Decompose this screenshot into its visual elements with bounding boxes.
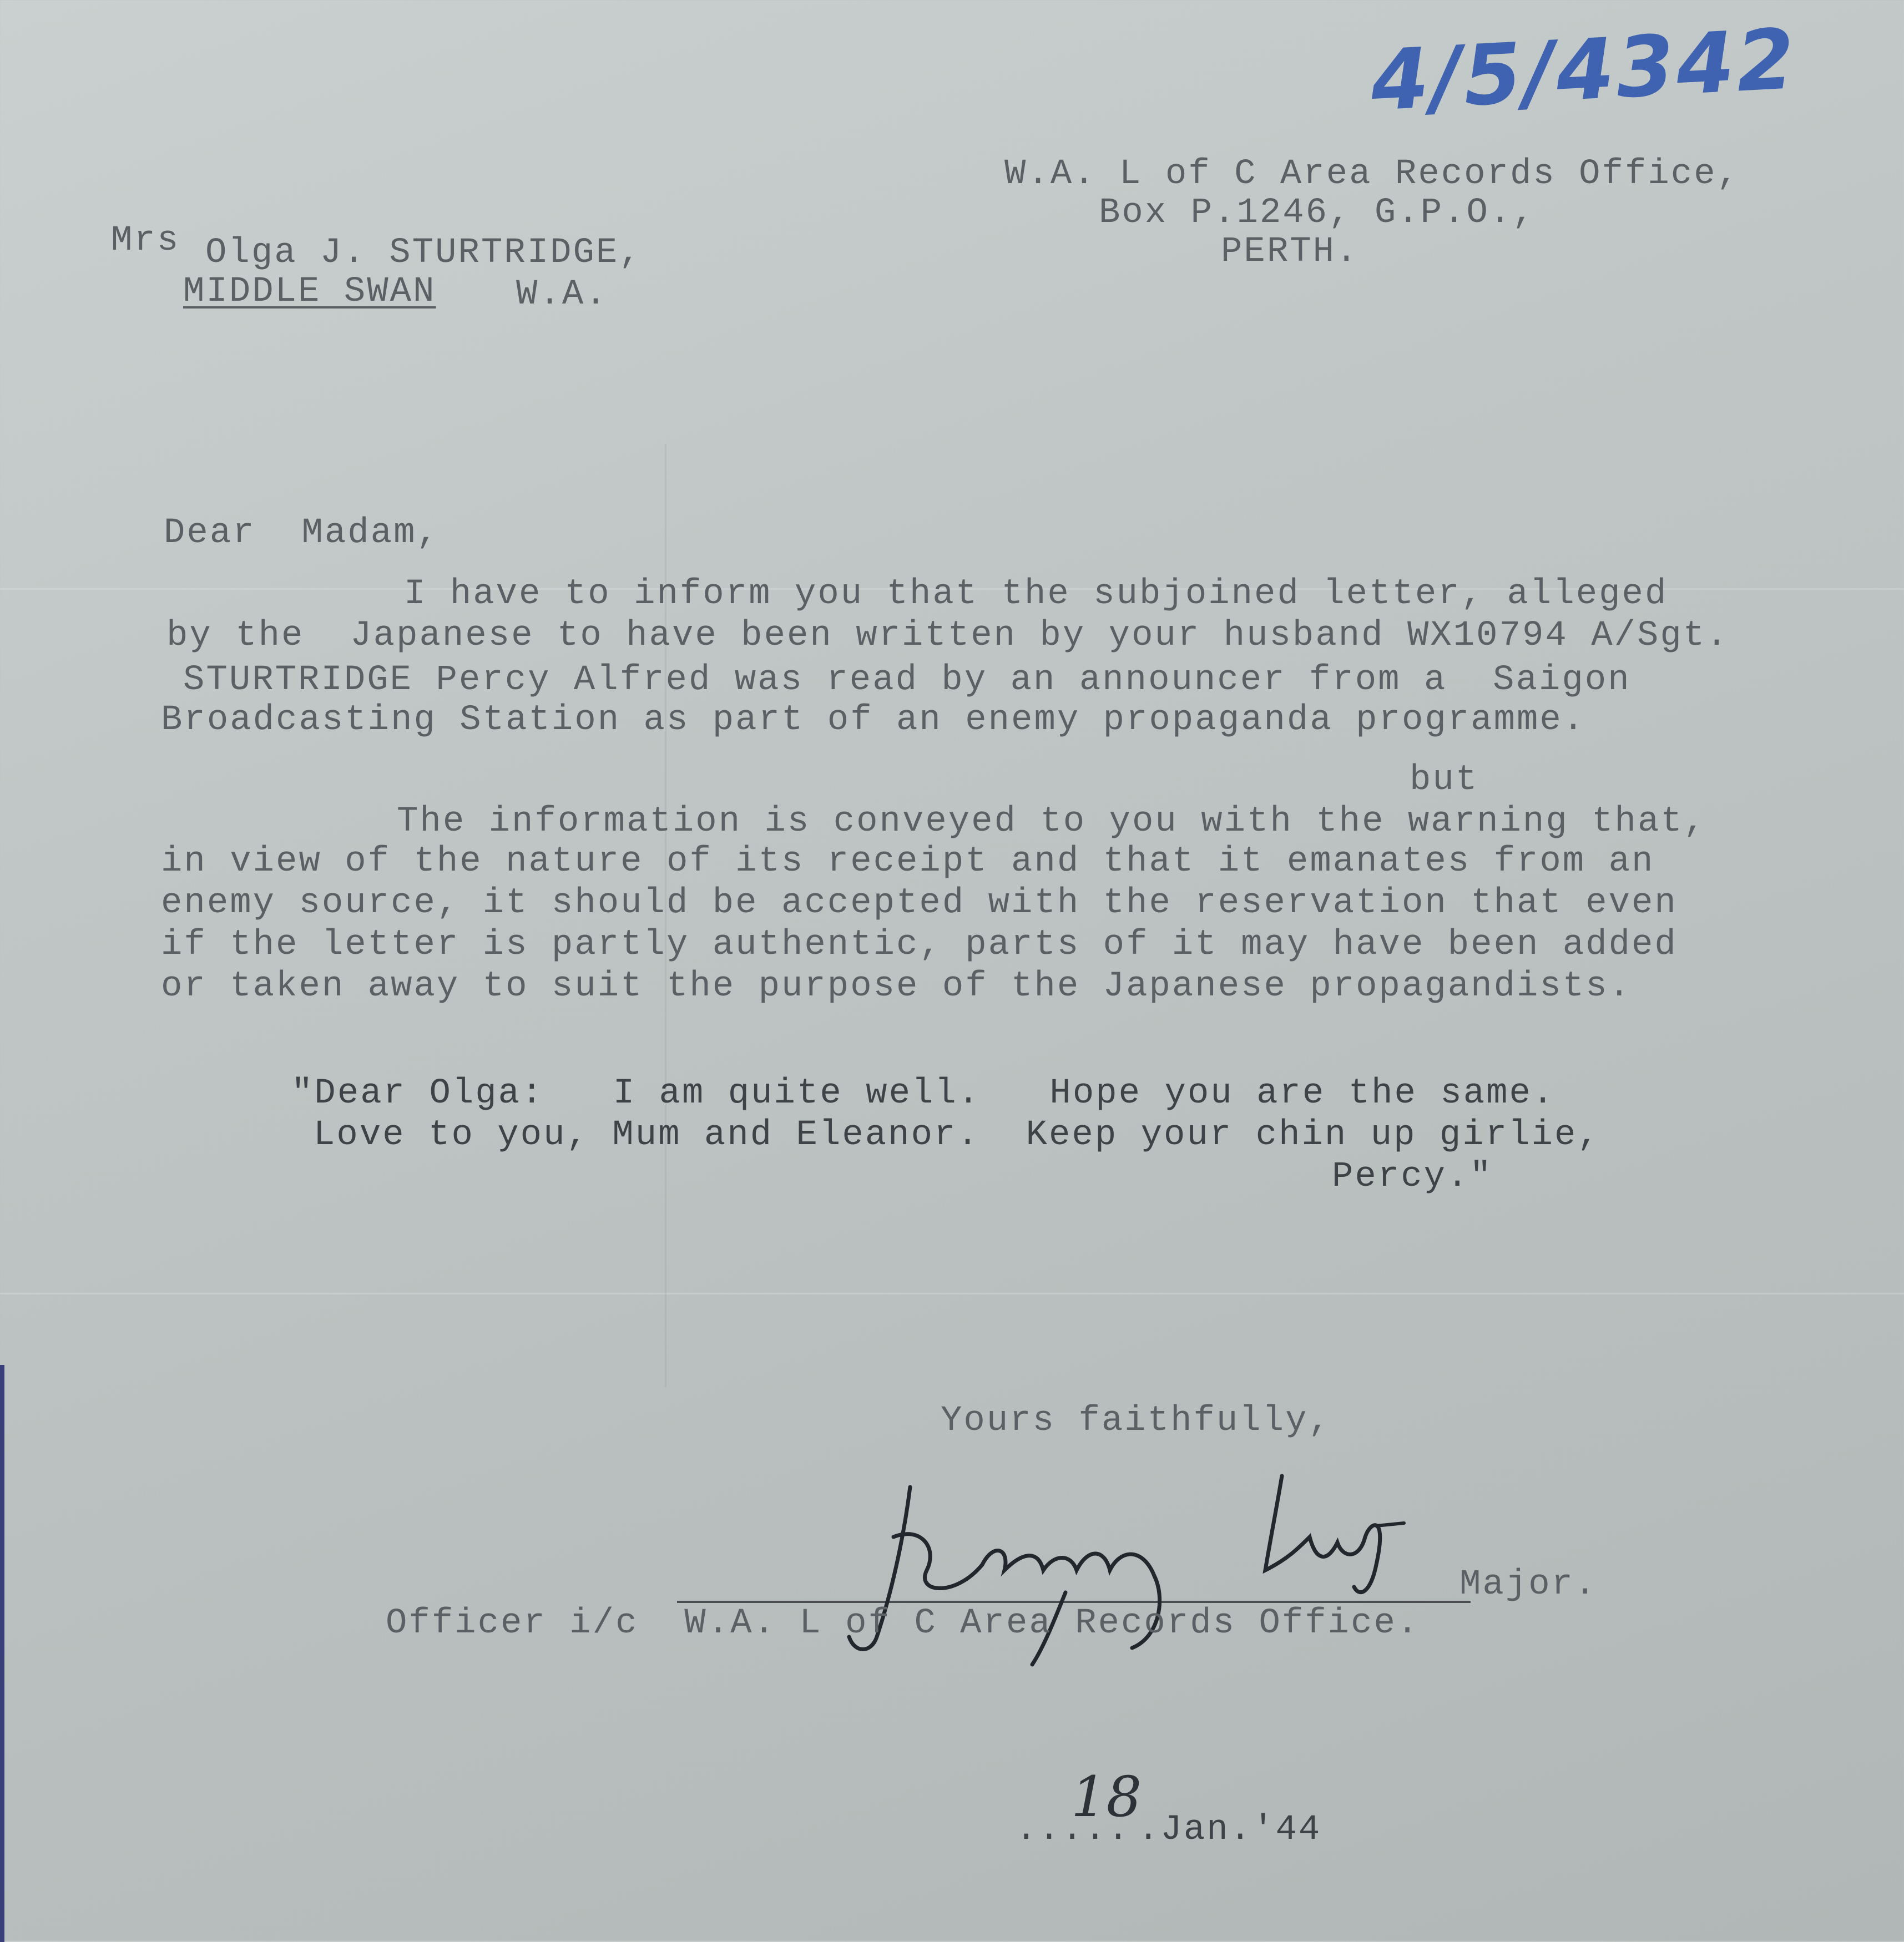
recipient-prefix: Mrs [111,221,180,261]
para2-line: or taken away to suit the purpose of the Japanese propagandists. [161,967,1632,1007]
sender-line-1: W.A. L of C Area Records Office, [1004,154,1740,194]
reference-number: 4/5/4342 [1368,11,1799,130]
sender-line-3: PERTH. [1221,232,1359,272]
backing-edge [0,1365,4,1942]
insertion-word: but [1410,760,1479,800]
para2-line: if the letter is partly authentic, parts of it may have been added [161,925,1678,965]
recipient-name: Olga J. STURTRIDGE, [205,233,642,273]
date-day-handwritten: 18 [1071,1764,1142,1829]
closing: Yours faithfully, [941,1401,1331,1441]
date-month-year: .Jan.'44 [1138,1810,1322,1850]
para1-line: STURTRIDGE Percy Alfred was read by an announcer from a Saigon [183,660,1631,700]
officer-title: Officer i/c W.A. L of C Area Records Office. [386,1604,1420,1643]
quoted-letter-line: Love to you, Mum and Eleanor. Keep your chin up girlie, [314,1115,1600,1155]
quoted-letter-line: Percy." [1332,1157,1493,1197]
para2-line: enemy source, it should be accepted with the reservation that even [161,883,1678,923]
sender-line-2: Box P.1246, G.P.O., [1099,193,1536,233]
paper-fold [0,1293,1904,1294]
recipient-state: W.A. [516,275,608,315]
signature-rank: Major. [1459,1565,1598,1605]
salutation: Dear Madam, [164,513,440,553]
recipient-town: MIDDLE SWAN [183,272,436,312]
date-dots: ..... [1016,1810,1131,1850]
para2-line: in view of the nature of its receipt and that it emanates from an [161,842,1655,882]
para1-line: I have to inform you that the subjoined letter, alleged [404,574,1668,614]
para1-line: Broadcasting Station as part of an enemy propaganda programme. [161,700,1586,740]
para2-line: The information is conveyed to you with the warning that, [397,802,1707,842]
quoted-letter-line: "Dear Olga: I am quite well. Hope you are the same. [291,1074,1555,1114]
para1-line: by the Japanese to have been written by your husband WX10794 A/Sgt. [166,616,1729,656]
